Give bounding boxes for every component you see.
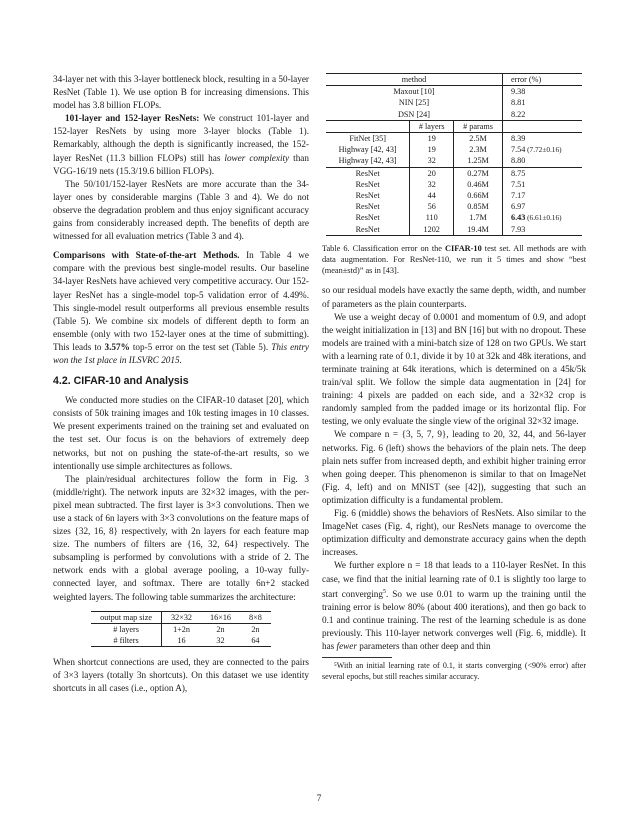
table-caption xyxy=(322,243,586,277)
table-cell: # params xyxy=(454,120,503,132)
emphasis: lower complexity xyxy=(224,152,290,163)
paragraph: We compare n = {3, 5, 7, 9}, leading to 20, 32, 44, and 56-layer networks. Fig. 6 (left) shows the behaviors of the plain nets. The deep plain nets suffer from increased depth, and exhibit higher training error when going deeper. This phenomenon is similar to that on ImageNet (Fig. 4, left) and on MNIST (see [42]), suggesting that such an optimization difficulty is a fundamental problem. xyxy=(322,429,586,505)
paragraph: Fig. 6 (middle) shows the behaviors of ResNets. Also similar to the ImageNet cases (Fig. 4, right), our ResNets manage to overcome the optimization difficulty and demonstrate accuracy gains when the depth increases. xyxy=(322,508,586,558)
table-cell: # layers xyxy=(410,120,454,132)
table-cell: 16 xyxy=(162,635,202,647)
table-cell: 32 xyxy=(410,179,454,190)
table-row xyxy=(326,212,582,223)
error-value: 8.80 xyxy=(510,156,526,166)
table-row xyxy=(91,623,271,635)
table-cell: DSN [24] xyxy=(326,109,502,121)
table-cell: 0.46M xyxy=(454,179,503,190)
table-row xyxy=(326,133,582,145)
table-cell: output map size xyxy=(91,611,161,623)
paragraph xyxy=(53,249,309,367)
table-cell: 2.3M xyxy=(454,144,503,155)
table-cell: 2.5M xyxy=(454,133,503,145)
run-in-heading: Comparisons with State-of-the-art Methods. xyxy=(53,250,240,261)
table-cell xyxy=(502,120,582,132)
text-span: In Table 4 we compare with the previous best single-model results. Our baseline 34-layer ResNets have achieved very competitive accuracy. Our 152-layer ResNet has a single-model top-5 validation error of 4.49%. This single-model result outperforms all previous ensemble results (Table 5). We combine six models of different depth to form an ensemble (only with two 152-layer ones at the time of submitting). This leads to xyxy=(53,250,309,352)
table-header-row xyxy=(326,74,582,86)
table-cell: method xyxy=(326,74,502,86)
error-value: 7.54 (7.72±0.16) xyxy=(510,145,562,155)
table-row xyxy=(326,190,582,201)
table-row xyxy=(326,97,582,108)
footnote-marker: 5 xyxy=(382,588,386,595)
table-row xyxy=(326,167,582,179)
table-cell: error (%) xyxy=(502,74,582,86)
table-cell: # layers xyxy=(91,623,161,635)
run-in-heading: 101-layer and 152-layer ResNets: xyxy=(65,113,200,124)
table-cell: 16×16 xyxy=(201,611,240,623)
error-value: 7.51 xyxy=(510,179,526,189)
table-cell: ResNet xyxy=(326,212,410,223)
paragraph: The plain/residual architectures follow the form in Fig. 3 (middle/right). The network inputs are 32×32 images, with the per-pixel mean subtracted. The first layer is 3×3 convolutions. Then we use a stack of 6n layers with 3×3 convolutions on the feature maps of sizes {32, 16, 8} respectively, with 2n layers for each feature map size. The numbers of filters are {16, 32, 64} respectively. The subsampling is performed by convolutions with a stride of 2. The network ends with a global average pooling, a 10-way fully-connected layer, and softmax. There are totally 6n+2 stacked weighted layers. The following table summarizes the architecture: xyxy=(53,473,309,602)
table-cell: 44 xyxy=(410,190,454,201)
emphasis: This entry won the 1st place in ILSVRC 2015. xyxy=(53,341,309,365)
table-cell: 2n xyxy=(216,624,225,634)
table-header-row xyxy=(91,611,271,623)
table-cell: 110 xyxy=(410,212,454,223)
table-cell xyxy=(502,179,582,190)
table-cell: 1.25M xyxy=(454,155,503,167)
table-cell: ResNet xyxy=(326,224,410,236)
table-cell: 0.85M xyxy=(454,201,503,212)
left-column xyxy=(53,73,309,696)
table-cell: 9.38 xyxy=(510,87,526,97)
error-value: 7.93 xyxy=(510,224,526,234)
error-value: 6.43 (6.61±0.16) xyxy=(510,213,562,223)
table-cell: 1+2n xyxy=(173,624,190,634)
table-cell: 0.27M xyxy=(454,167,503,179)
table-cell xyxy=(502,224,582,236)
table-row xyxy=(326,179,582,190)
table-cell: NIN [25] xyxy=(326,97,502,108)
text-span: . So we use 0.01 to warm up the training until the training error is below 80% (about 400 iterations), and then go back to 0.1 and continue training. The rest of the learning schedule is as done previously. This 110-layer network converges well (Fig. 6, middle). It has xyxy=(322,588,587,652)
table-row xyxy=(326,224,582,236)
error-value: 6.97 xyxy=(510,202,526,212)
table-cell xyxy=(326,120,410,132)
table-cell: 8.81 xyxy=(510,98,526,108)
table-cell: Maxout [10] xyxy=(326,86,502,98)
table-row xyxy=(326,109,582,121)
table-row xyxy=(326,155,582,167)
table-cell xyxy=(502,212,582,223)
text-span: parameters than other deep and thin xyxy=(356,641,491,652)
text-span: Table 6. Classification error on the xyxy=(322,243,446,253)
table-cell xyxy=(502,201,582,212)
table-cell: 20 xyxy=(410,167,454,179)
table-cell: 19 xyxy=(410,133,454,145)
table-cell: # filters xyxy=(91,635,161,647)
emphasis: fewer xyxy=(336,641,357,652)
table-cell: ResNet xyxy=(326,190,410,201)
bold-value: CIFAR-10 xyxy=(445,243,482,253)
right-column xyxy=(322,73,586,683)
text-span: top-5 error on the test set (Table 5). xyxy=(129,341,272,352)
paragraph: The 50/101/152-layer ResNets are more accurate than the 34-layer ones by considerable margins (Table 3 and 4). We do not observe the degradation problem and thus enjoy significant accuracy gains from considerably increased depth. The benefits of depth are witnessed for all evaluation metrics (Table 3 and 4). xyxy=(53,178,309,242)
table-group-resnet xyxy=(326,167,582,235)
error-value: 8.75 xyxy=(510,168,526,178)
footnote-rule xyxy=(322,657,392,658)
table-cell: 19.4M xyxy=(454,224,503,236)
paragraph xyxy=(322,559,586,653)
table-group-baselines xyxy=(326,133,582,168)
table-cell: 1202 xyxy=(410,224,454,236)
table-cell: 32×32 xyxy=(162,611,202,623)
table-cell: 19 xyxy=(410,144,454,155)
text-span: test set. All methods are with data augmentation. For ResNet-110, we run it 5 times and show “best (mean±std)” as in [43]. xyxy=(322,243,586,276)
table-cell: 8×8 xyxy=(240,611,271,623)
section-title: 4.2. CIFAR-10 and Analysis xyxy=(53,375,189,388)
table-cell: 64 xyxy=(240,635,271,647)
table-row xyxy=(326,86,582,98)
table-cell: Highway [42, 43] xyxy=(326,155,410,167)
paragraph xyxy=(53,112,309,177)
table-cell: 8.22 xyxy=(502,109,582,121)
page-number: 7 xyxy=(316,793,322,803)
table-cell: ResNet xyxy=(326,201,410,212)
table-cell xyxy=(502,133,582,145)
table-cell: ResNet xyxy=(326,167,410,179)
table-cell: ResNet xyxy=(326,179,410,190)
table-cell xyxy=(502,155,582,167)
table-cell xyxy=(502,144,582,155)
table-cell: 32 xyxy=(410,155,454,167)
table-cell: 1.7M xyxy=(454,212,503,223)
text-span: than VGG-16/19 nets (15.3/19.6 billion FLOPs). xyxy=(53,152,309,176)
table-cell xyxy=(502,190,582,201)
footnote: ⁵With an initial learning rate of 0.1, it starts converging (<90% error) after several epochs, but still reaches similar accuracy. xyxy=(322,661,586,681)
table-cell xyxy=(502,167,582,179)
paragraph: 34-layer net with this 3-layer bottleneck block, resulting in a 50-layer ResNet (Table 1). We use option B for increasing dimensions. This model has 3.8 billion FLOPs. xyxy=(53,74,309,111)
table-cell: FitNet [35] xyxy=(326,133,410,145)
error-value: 7.17 xyxy=(510,191,526,201)
error-value: 8.39 xyxy=(510,134,526,144)
table-cell: 0.66M xyxy=(454,190,503,201)
table-row xyxy=(326,201,582,212)
paragraph: We use a weight decay of 0.0001 and momentum of 0.9, and adopt the weight initialization in [13] and BN [16] but with no dropout. These models are trained with a mini-batch size of 128 on two GPUs. We start with a learning rate of 0.1, divide it by 10 at 32k and 48k iterations, and terminate training at 64k iterations, which is determined on a 45k/5k train/val split. We follow the simple data augmentation in [24] for training: 4 pixels are padded on each side, and a 32×32 crop is randomly sampled from the padded image or its horizontal flip. For testing, we only evaluate the single view of the original 32×32 image. xyxy=(322,311,586,427)
architecture-table xyxy=(91,611,271,648)
table-subheader-row xyxy=(326,120,582,132)
bold-value: 3.57% xyxy=(104,341,130,352)
paragraph: When shortcut connections are used, they are connected to the pairs of 3×3 layers (totally 3n shortcuts). On this dataset we use identity shortcuts in all cases (i.e., option A), xyxy=(53,657,309,694)
paragraph: so our residual models have exactly the same depth, width, and number of parameters as the plain counterparts. xyxy=(322,285,586,309)
table-row xyxy=(326,144,582,155)
results-table xyxy=(326,73,582,236)
table-row xyxy=(91,635,271,647)
table-cell: Highway [42, 43] xyxy=(326,144,410,155)
paragraph: We conducted more studies on the CIFAR-10 dataset [20], which consists of 50k training images and 10k testing images in 10 classes. We present experiments trained on the training set and evaluated on the test set. Our focus is on the behaviors of extremely deep networks, but not on pushing the state-of-the-art results, so we intentionally use simple architectures as follows. xyxy=(53,395,309,471)
text-span: We construct 101-layer and 152-layer ResNets by using more 3-layer blocks (Table 1). Remarkably, although the depth is significantly increased, the 152-layer ResNet (11.3 billion FLOPs) still has xyxy=(53,113,309,163)
table-cell: 2n xyxy=(251,624,260,634)
table-cell: 32 xyxy=(201,635,240,647)
table-cell: 56 xyxy=(410,201,454,212)
text-span: We further explore n = 18 that leads to a 110-layer ResNet. In this case, we find that the initial learning rate of 0.1 is slightly too large to start converging xyxy=(322,560,586,599)
